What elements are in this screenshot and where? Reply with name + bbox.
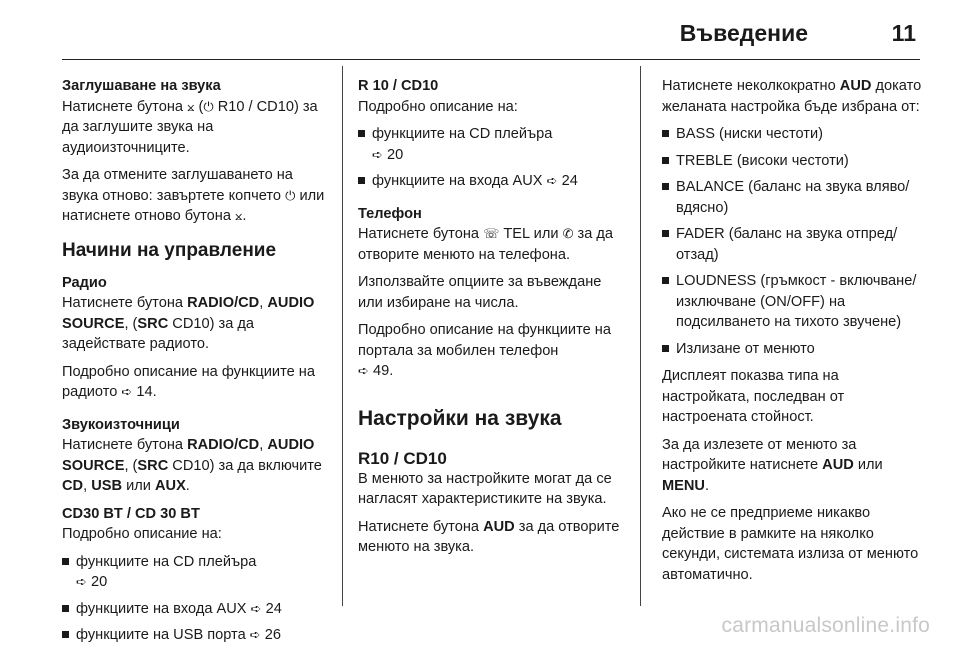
list-item: Излизане от менюто — [662, 339, 924, 360]
column-divider-1 — [342, 66, 343, 606]
list-item: BASS (ниски честоти) — [662, 124, 924, 145]
page-number: 11 — [891, 20, 916, 46]
aud-label: AUD — [822, 457, 854, 473]
reference-arrow-icon: ➪ — [121, 384, 133, 399]
reference-arrow-icon: ➪ — [250, 600, 262, 616]
list-item: функциите на CD плейъра ➪ 20 — [358, 124, 626, 165]
list-item: функциите на CD плейъра ➪ 20 — [62, 552, 330, 593]
phone-paragraph-1: Натиснете бутона ☏ TEL или ✆ за да отворите менюто на телефона. — [358, 226, 614, 263]
list-item: FADER (баланс на звука отпред/отзад) — [662, 224, 924, 265]
column-1 — [62, 76, 330, 653]
list-item: функциите на входа AUX ➪ 24 — [358, 171, 626, 192]
src-label: SRC — [137, 315, 169, 332]
phone-heading: Телефон — [358, 205, 422, 222]
settings-paragraph-4: Ако не се предприеме никакво действие в рамките на няколко секунди, системата излиза от менюто автоматично. — [662, 505, 919, 583]
mute-paragraph-2: За да отмените заглушаването на звука отново: завъртете копчето ⏻ или натиснете отново бутона ⨲. — [62, 165, 330, 227]
r10-heading: R 10 / CD10 — [358, 78, 439, 94]
aud-label: AUD — [839, 78, 872, 94]
r10-list — [358, 124, 626, 192]
call-icon: ✆ — [562, 226, 574, 241]
cd30-heading: CD30 BT / CD 30 BT — [62, 505, 200, 522]
page-header — [62, 14, 920, 58]
radio-paragraph-1: Натиснете бутона RADIO/CD, AUDIO SOURCE, (SRC CD10) за да задействате радиото. — [62, 295, 315, 352]
sound-settings-heading: Настройки на звука — [358, 406, 562, 430]
src-label: SRC — [137, 457, 169, 474]
page-title: Въведение — [679, 20, 808, 46]
settings-list — [662, 124, 924, 359]
column-divider-2 — [640, 66, 641, 606]
power-icon: ⏻ — [203, 98, 214, 114]
aud-label: AUD — [483, 518, 515, 535]
reference-arrow-icon: ➪ — [546, 173, 558, 188]
list-item: BALANCE (баланс на звука вляво/вдясно) — [662, 177, 924, 218]
list-item: функциите на USB порта ➪ 26 — [62, 625, 330, 646]
audio-source-label: AUDIO SOURCE — [62, 295, 315, 332]
watermark: carmanualsonline.info — [721, 614, 930, 637]
list-item: LOUDNESS (гръмкост - включване/изключване (ON/OFF) на подсилването на тихото звучене) — [662, 271, 924, 333]
reference-arrow-icon: ➪ — [372, 146, 383, 162]
radio-cd-label: RADIO/CD — [187, 295, 260, 311]
phone-icon: ☏ — [483, 226, 500, 241]
reference-arrow-icon: ➪ — [76, 574, 87, 589]
power-icon: ⏻ — [285, 187, 296, 203]
r10-paragraph: Подробно описание на: — [358, 98, 518, 115]
sound-paragraph-1: В менюто за настройките могат да се нагласят характеристиките на звука. — [358, 470, 612, 507]
cd-label: CD — [62, 478, 84, 494]
phone-paragraph-3: Подробно описание на функциите на портала за мобилен телефон ➪ 49. — [358, 320, 626, 382]
sound-paragraph-2: Натиснете бутона AUD за да отворите менюто на звука. — [358, 518, 620, 555]
menu-label: MENU — [662, 477, 705, 494]
column-2 — [358, 76, 626, 565]
mute-heading: Заглушаване на звука — [62, 78, 221, 94]
radio-cd-label: RADIO/CD — [187, 437, 260, 453]
phone-paragraph-2: Използвайте опциите за въвеждане или избиране на числа. — [358, 274, 602, 311]
usb-label: USB — [91, 478, 123, 494]
settings-paragraph-2: Дисплеят показва типа на настройката, последван от настроената стойност. — [662, 368, 845, 425]
radio-heading: Радио — [62, 274, 107, 291]
list-item: функциите на входа AUX ➪ 24 — [62, 599, 330, 620]
reference-arrow-icon: ➪ — [358, 363, 369, 378]
audio-source-label: AUDIO SOURCE — [62, 437, 315, 474]
control-heading: Начини на управление — [62, 239, 277, 261]
sources-heading: Звукоизточници — [62, 416, 180, 433]
settings-paragraph-1: Натиснете неколкократно AUD докато желаната настройка бъде избрана от: — [662, 78, 922, 115]
radio-paragraph-2: Подробно описание на функциите на радиото ➪ 14. — [62, 362, 330, 403]
sources-paragraph: Натиснете бутона RADIO/CD, AUDIO SOURCE, (SRC CD10) за да включите CD, USB или AUX. — [62, 437, 322, 494]
cd30-paragraph: Подробно описание на: — [62, 526, 222, 542]
header-divider — [62, 59, 920, 60]
column-3 — [662, 76, 924, 592]
mute-icon: ⨲ — [235, 208, 243, 223]
list-item: TREBLE (високи честоти) — [662, 151, 924, 172]
settings-paragraph-3: За да излезете от менюто за настройките натиснете AUD или MENU. — [662, 436, 883, 494]
mute-icon: ⨲ — [187, 98, 195, 114]
mute-paragraph-1: Натиснете бутона ⨲ (⏻ R10 / CD10) за да заглушите звука на аудиоизточниците. — [62, 98, 318, 156]
cd30-list — [62, 552, 330, 646]
aux-label: AUX — [154, 478, 186, 494]
r10-cd10-heading: R10 / CD10 — [358, 448, 447, 468]
reference-arrow-icon: ➪ — [249, 627, 261, 642]
